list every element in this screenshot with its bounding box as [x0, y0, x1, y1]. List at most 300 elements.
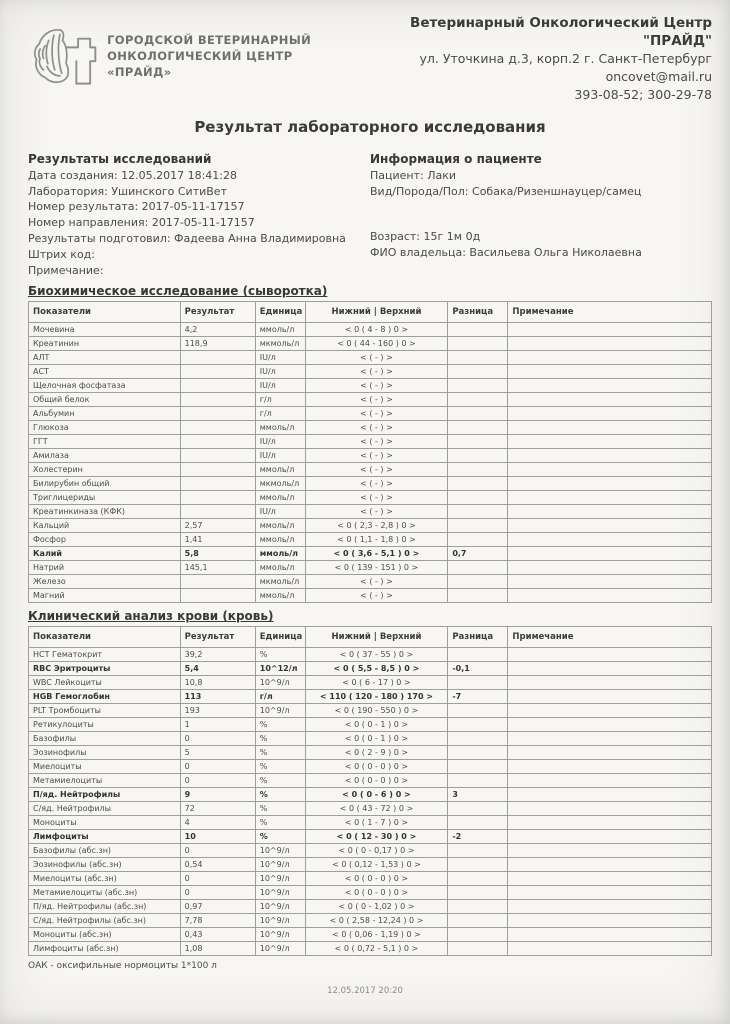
table-cell — [448, 519, 508, 533]
table-cell — [508, 942, 712, 956]
table-cell — [508, 407, 712, 421]
table-cell: Общий белок — [29, 393, 181, 407]
table-cell — [180, 449, 255, 463]
table-cell — [508, 746, 712, 760]
table-cell: 1,41 — [180, 533, 255, 547]
table-cell: Эозинофилы (абс.зн) — [29, 858, 181, 872]
table-cell — [448, 858, 508, 872]
table-cell — [448, 561, 508, 575]
table-cell: < ( - ) > — [305, 407, 448, 421]
brand-line-1: ГОРОДСКОЙ ВЕТЕРИНАРНЫЙ — [107, 33, 312, 47]
table-cell — [448, 393, 508, 407]
table-cell — [180, 435, 255, 449]
table-row — [29, 746, 712, 760]
table-cell: < ( - ) > — [305, 379, 448, 393]
lion-cross-logo-icon — [28, 22, 97, 90]
table-cell: 10^9/л — [255, 900, 305, 914]
table-cell — [448, 365, 508, 379]
table-cell — [508, 872, 712, 886]
table-cell: < 110 ( 120 - 180 ) 170 > — [305, 690, 448, 704]
table-cell: Миелоциты — [29, 760, 181, 774]
table-cell — [180, 477, 255, 491]
clinic-brand-text — [107, 32, 351, 80]
table-cell: < 0 ( 0,72 - 5,1 ) 0 > — [305, 942, 448, 956]
table-cell: WBC Лейкоциты — [29, 676, 181, 690]
table-row — [29, 337, 712, 351]
table-cell: Креатинин — [29, 337, 181, 351]
cbc-footnote: ОАК - оксифильные нормоциты 1*100 л — [28, 961, 217, 972]
table-row — [29, 505, 712, 519]
table-cell: АСТ — [29, 365, 181, 379]
table-row — [29, 547, 712, 561]
table-cell: АЛТ — [29, 351, 181, 365]
report-header — [28, 14, 712, 104]
table-cell — [448, 802, 508, 816]
table-cell: < ( - ) > — [305, 589, 448, 603]
table-cell — [448, 533, 508, 547]
table-cell — [448, 379, 508, 393]
table-cell: ммоль/л — [255, 323, 305, 337]
patient-age: Возраст: 15г 1м 0д — [370, 230, 481, 244]
table-row — [29, 830, 712, 844]
table-row — [29, 365, 712, 379]
table-cell: 0 — [180, 732, 255, 746]
table-cell — [180, 589, 255, 603]
table-cell: П/яд. Нейтрофилы (абс.зн) — [29, 900, 181, 914]
table-row — [29, 589, 712, 603]
clinic-name: Ветеринарный Онкологический Центр "ПРАЙД" — [410, 15, 712, 49]
table-cell: ммоль/л — [255, 491, 305, 505]
table-cell — [508, 732, 712, 746]
table-cell: < ( - ) > — [305, 477, 448, 491]
table-row — [29, 900, 712, 914]
table-cell: Альбумин — [29, 407, 181, 421]
table-cell — [508, 421, 712, 435]
table-row — [29, 704, 712, 718]
result-number: Номер результата: 2017-05-11-17157 — [28, 200, 245, 214]
clinic-email: oncovet@mail.ru — [605, 69, 712, 84]
table-cell: < 0 ( 190 - 550 ) 0 > — [305, 704, 448, 718]
table-row — [29, 533, 712, 547]
table-cell — [508, 463, 712, 477]
table-cell: Амилаза — [29, 449, 181, 463]
column-header: Результат — [180, 627, 255, 648]
table-row — [29, 774, 712, 788]
table-cell: Креатинкиназа (КФК) — [29, 505, 181, 519]
table-cell: г/л — [255, 407, 305, 421]
table-cell: 0,7 — [448, 547, 508, 561]
patient-info — [370, 152, 712, 278]
table-cell: Моноциты — [29, 816, 181, 830]
clinic-brand — [28, 22, 351, 90]
table-cell — [448, 407, 508, 421]
table-row — [29, 421, 712, 435]
table-cell: < 0 ( 37 - 55 ) 0 > — [305, 648, 448, 662]
table-cell — [508, 337, 712, 351]
table-cell: < 0 ( 0 - 0 ) 0 > — [305, 872, 448, 886]
table-row — [29, 732, 712, 746]
table-cell: % — [255, 788, 305, 802]
table-cell: < 0 ( 43 - 72 ) 0 > — [305, 802, 448, 816]
column-header: Разница — [448, 627, 508, 648]
table-cell: ммоль/л — [255, 533, 305, 547]
table-cell: -0,1 — [448, 662, 508, 676]
table-cell — [508, 365, 712, 379]
table-cell: -7 — [448, 690, 508, 704]
table-row — [29, 914, 712, 928]
table-cell: 2,57 — [180, 519, 255, 533]
table-cell: 145,1 — [180, 561, 255, 575]
table-cell: < ( - ) > — [305, 575, 448, 589]
table-cell — [448, 774, 508, 788]
table-cell: 0 — [180, 774, 255, 788]
table-cell: ммоль/л — [255, 561, 305, 575]
table-cell: Фосфор — [29, 533, 181, 547]
table-row — [29, 872, 712, 886]
table-cell — [508, 547, 712, 561]
table-cell: 0,43 — [180, 928, 255, 942]
table-cell: IU/л — [255, 365, 305, 379]
table-cell: Моноциты (абс.зн) — [29, 928, 181, 942]
table-cell: Лимфоциты (абс.зн) — [29, 942, 181, 956]
table-cell: < 0 ( 4 - 8 ) 0 > — [305, 323, 448, 337]
table-cell: Железо — [29, 575, 181, 589]
table-cell: Билирубин общий — [29, 477, 181, 491]
table-cell: Холестерин — [29, 463, 181, 477]
info-section — [28, 152, 712, 278]
table-cell: IU/л — [255, 449, 305, 463]
table-cell: Лимфоциты — [29, 830, 181, 844]
table-cell — [180, 463, 255, 477]
table-cell — [508, 323, 712, 337]
table-cell: 10^9/л — [255, 858, 305, 872]
table-cell — [508, 676, 712, 690]
table-cell — [180, 491, 255, 505]
table-cell: 10^9/л — [255, 844, 305, 858]
table-cell — [448, 575, 508, 589]
table-cell — [508, 690, 712, 704]
table-cell: < ( - ) > — [305, 491, 448, 505]
column-header: Нижний | Верхний — [305, 627, 448, 648]
table-cell — [508, 435, 712, 449]
table-cell: < ( - ) > — [305, 393, 448, 407]
column-header: Показатели — [29, 627, 181, 648]
table-cell: < 0 ( 1,1 - 1,8 ) 0 > — [305, 533, 448, 547]
table-row — [29, 575, 712, 589]
table-cell: 72 — [180, 802, 255, 816]
table-cell: Базофилы — [29, 732, 181, 746]
table-cell: ммоль/л — [255, 463, 305, 477]
table-row — [29, 407, 712, 421]
table-cell: 10^9/л — [255, 886, 305, 900]
table-cell: 0 — [180, 760, 255, 774]
column-header: Нижний | Верхний — [305, 302, 448, 323]
table-cell — [508, 774, 712, 788]
creation-date: Дата создания: 12.05.2017 18:41:28 — [28, 168, 237, 182]
table-cell: IU/л — [255, 505, 305, 519]
table-header-row — [29, 627, 712, 648]
table-cell: < 0 ( 0 - 0,17 ) 0 > — [305, 844, 448, 858]
table-cell — [448, 816, 508, 830]
patient-name: Пациент: Лаки — [370, 168, 457, 182]
table-cell: 9 — [180, 788, 255, 802]
table-cell — [180, 407, 255, 421]
table-cell — [448, 704, 508, 718]
table-row — [29, 718, 712, 732]
table-cell — [508, 886, 712, 900]
table-cell — [508, 900, 712, 914]
note-label: Примечание: — [28, 263, 104, 277]
table-cell — [508, 704, 712, 718]
table-cell — [508, 379, 712, 393]
results-info-heading: Результаты исследований — [28, 152, 212, 166]
table-cell: Триглицериды — [29, 491, 181, 505]
patient-info-heading: Информация о пациенте — [370, 152, 542, 166]
table-cell: 0,54 — [180, 858, 255, 872]
table-cell — [508, 589, 712, 603]
table-cell — [448, 718, 508, 732]
table-cell — [448, 872, 508, 886]
table-cell — [448, 648, 508, 662]
table-cell — [448, 732, 508, 746]
table-cell — [508, 505, 712, 519]
table-cell: Натрий — [29, 561, 181, 575]
clinic-phones: 393-08-52; 300-29-78 — [574, 87, 712, 102]
table-row — [29, 393, 712, 407]
table-cell: < 0 ( 0 - 0 ) 0 > — [305, 760, 448, 774]
table-cell — [508, 718, 712, 732]
prepared-by: Результаты подготовил: Фадеева Анна Владимировна — [28, 231, 346, 245]
table-row — [29, 662, 712, 676]
table-cell — [448, 505, 508, 519]
table-row — [29, 323, 712, 337]
table-cell — [448, 886, 508, 900]
table-cell — [448, 435, 508, 449]
table-cell: Кальций — [29, 519, 181, 533]
table-cell: 4 — [180, 816, 255, 830]
print-timestamp: 12.05.2017 20:20 — [327, 986, 403, 996]
table-row — [29, 928, 712, 942]
table-cell: ммоль/л — [255, 519, 305, 533]
cbc-section-heading: Клинический анализ крови (кровь) — [28, 609, 274, 624]
table-cell: IU/л — [255, 351, 305, 365]
table-cell: % — [255, 648, 305, 662]
column-header: Примечание — [508, 627, 712, 648]
table-cell: Метамиелоциты — [29, 774, 181, 788]
table-cell: < 0 ( 0 - 6 ) 0 > — [305, 788, 448, 802]
table-cell: ГГТ — [29, 435, 181, 449]
table-cell: IU/л — [255, 435, 305, 449]
table-cell: 10^9/л — [255, 676, 305, 690]
clinic-address: ул. Уточкина д.3, корп.2 г. Санкт-Петербург — [419, 51, 712, 66]
column-header: Показатели — [29, 302, 181, 323]
patient-breed-sex: Вид/Порода/Пол: Собака/Ризеншнауцер/самец — [370, 184, 642, 198]
table-cell — [448, 928, 508, 942]
table-cell — [180, 421, 255, 435]
table-cell — [448, 589, 508, 603]
table-cell: -2 — [448, 830, 508, 844]
table-row — [29, 435, 712, 449]
brand-line-2: ОНКОЛОГИЧЕСКИЙ ЦЕНТР «ПРАЙД» — [107, 49, 293, 79]
table-cell: ммоль/л — [255, 547, 305, 561]
table-cell: Базофилы (абс.зн) — [29, 844, 181, 858]
column-header: Примечание — [508, 302, 712, 323]
table-cell: < ( - ) > — [305, 351, 448, 365]
table-cell — [180, 365, 255, 379]
table-cell: < 0 ( 0,06 - 1,19 ) 0 > — [305, 928, 448, 942]
table-cell — [508, 575, 712, 589]
table-cell: 3 — [448, 788, 508, 802]
table-cell: 0 — [180, 844, 255, 858]
table-row — [29, 477, 712, 491]
table-cell — [180, 505, 255, 519]
table-cell: < 0 ( 139 - 151 ) 0 > — [305, 561, 448, 575]
table-cell: П/яд. Нейтрофилы — [29, 788, 181, 802]
table-cell: Ретикулоциты — [29, 718, 181, 732]
table-cell: < 0 ( 2 - 9 ) 0 > — [305, 746, 448, 760]
table-row — [29, 561, 712, 575]
table-cell: 1 — [180, 718, 255, 732]
table-row — [29, 802, 712, 816]
table-cell: 118,9 — [180, 337, 255, 351]
table-cell: % — [255, 802, 305, 816]
table-cell: % — [255, 746, 305, 760]
table-cell: ммоль/л — [255, 421, 305, 435]
table-cell: < 0 ( 0 - 1 ) 0 > — [305, 718, 448, 732]
table-cell — [508, 533, 712, 547]
table-cell: < 0 ( 12 - 30 ) 0 > — [305, 830, 448, 844]
table-cell: 0 — [180, 872, 255, 886]
laboratory: Лаборатория: Ушинского СитиВет — [28, 184, 227, 198]
table-cell — [508, 844, 712, 858]
table-cell: < 0 ( 0,12 - 1,53 ) 0 > — [305, 858, 448, 872]
table-cell: % — [255, 774, 305, 788]
table-cell: 10,8 — [180, 676, 255, 690]
table-cell — [508, 393, 712, 407]
table-row — [29, 351, 712, 365]
table-cell — [508, 858, 712, 872]
results-info — [28, 152, 370, 278]
column-header: Результат — [180, 302, 255, 323]
table-cell: Магний — [29, 589, 181, 603]
table-cell: < 0 ( 0 - 1,02 ) 0 > — [305, 900, 448, 914]
table-cell: 4,2 — [180, 323, 255, 337]
table-header-row — [29, 302, 712, 323]
table-cell — [448, 449, 508, 463]
table-cell: % — [255, 760, 305, 774]
table-cell: мкмоль/л — [255, 337, 305, 351]
table-cell: 10^12/л — [255, 662, 305, 676]
table-row — [29, 690, 712, 704]
table-cell: Калий — [29, 547, 181, 561]
table-cell: г/л — [255, 393, 305, 407]
table-row — [29, 491, 712, 505]
table-cell — [508, 830, 712, 844]
table-cell — [508, 662, 712, 676]
table-cell — [448, 942, 508, 956]
table-cell: < 0 ( 0 - 0 ) 0 > — [305, 886, 448, 900]
table-cell — [448, 760, 508, 774]
table-cell — [508, 802, 712, 816]
table-cell: IU/л — [255, 379, 305, 393]
table-cell: < 0 ( 5,5 - 8,5 ) 0 > — [305, 662, 448, 676]
table-cell — [448, 421, 508, 435]
table-cell: 10^9/л — [255, 942, 305, 956]
referral-number: Номер направления: 2017-05-11-17157 — [28, 216, 255, 230]
clinic-contacts — [351, 14, 712, 104]
table-cell: % — [255, 830, 305, 844]
table-cell: 39,2 — [180, 648, 255, 662]
table-cell — [448, 477, 508, 491]
table-cell: ммоль/л — [255, 589, 305, 603]
biochem-table — [28, 301, 712, 603]
table-cell — [508, 351, 712, 365]
table-cell: RBC Эритроциты — [29, 662, 181, 676]
table-cell: < ( - ) > — [305, 365, 448, 379]
table-cell — [508, 648, 712, 662]
table-cell — [180, 351, 255, 365]
table-cell: 193 — [180, 704, 255, 718]
page-title: Результат лабораторного исследования — [194, 118, 546, 136]
barcode-label: Штрих код: — [28, 247, 95, 261]
table-cell: 10^9/л — [255, 704, 305, 718]
column-header: Единица — [255, 302, 305, 323]
table-cell: 5,4 — [180, 662, 255, 676]
table-row — [29, 858, 712, 872]
table-cell: Эозинофилы — [29, 746, 181, 760]
table-cell: Глюкоза — [29, 421, 181, 435]
table-cell: 0,97 — [180, 900, 255, 914]
table-cell — [508, 760, 712, 774]
table-cell: 5,8 — [180, 547, 255, 561]
table-row — [29, 816, 712, 830]
table-cell — [180, 379, 255, 393]
table-cell: < 0 ( 1 - 7 ) 0 > — [305, 816, 448, 830]
table-cell: 10^9/л — [255, 928, 305, 942]
table-cell: 5 — [180, 746, 255, 760]
table-cell — [448, 491, 508, 505]
table-cell: 7,78 — [180, 914, 255, 928]
table-row — [29, 942, 712, 956]
table-cell: < 0 ( 0 - 0 ) 0 > — [305, 774, 448, 788]
table-cell: мкмоль/л — [255, 575, 305, 589]
table-row — [29, 648, 712, 662]
table-cell — [448, 337, 508, 351]
table-cell — [508, 519, 712, 533]
table-row — [29, 788, 712, 802]
table-cell — [508, 816, 712, 830]
owner-name: ФИО владельца: Васильева Ольга Николаевна — [370, 246, 642, 260]
table-cell — [448, 914, 508, 928]
table-cell — [448, 676, 508, 690]
table-cell — [508, 491, 712, 505]
table-cell: % — [255, 816, 305, 830]
table-cell: < 0 ( 2,58 - 12,24 ) 0 > — [305, 914, 448, 928]
biochem-section-heading: Биохимическое исследование (сыворотка) — [28, 284, 328, 299]
table-cell: < 0 ( 44 - 160 ) 0 > — [305, 337, 448, 351]
table-cell: 10^9/л — [255, 872, 305, 886]
table-row — [29, 760, 712, 774]
table-row — [29, 379, 712, 393]
table-cell: < 0 ( 2,3 - 2,8 ) 0 > — [305, 519, 448, 533]
table-cell: г/л — [255, 690, 305, 704]
table-cell — [448, 900, 508, 914]
table-cell — [508, 561, 712, 575]
column-header: Единица — [255, 627, 305, 648]
table-cell — [448, 351, 508, 365]
table-cell: 113 — [180, 690, 255, 704]
table-cell: < ( - ) > — [305, 421, 448, 435]
